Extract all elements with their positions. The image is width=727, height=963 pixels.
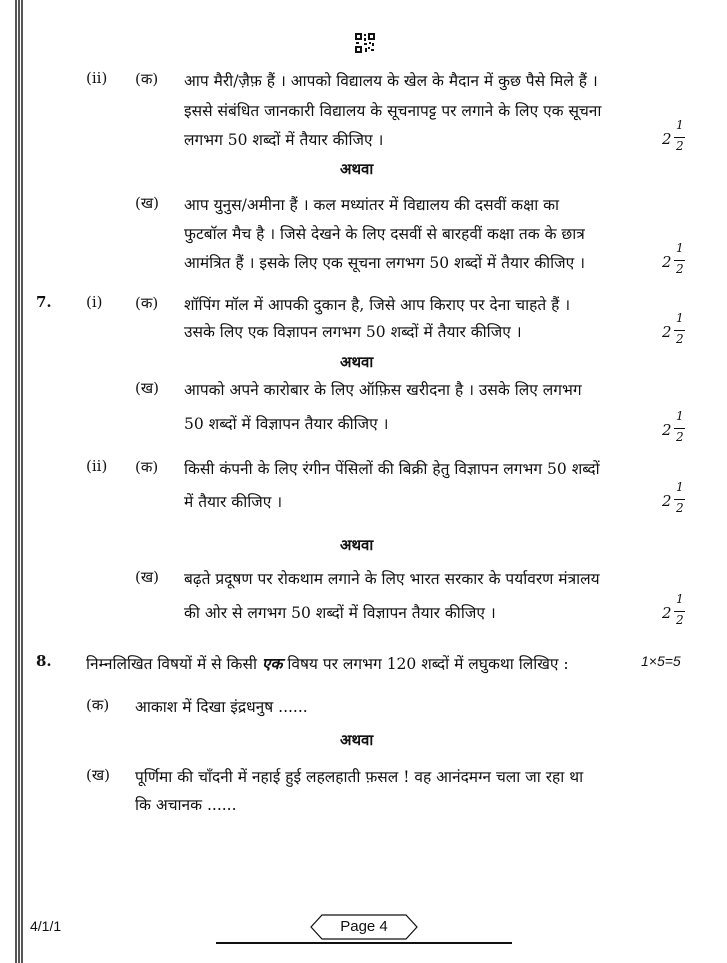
page-number: Page 4	[340, 918, 388, 935]
question-line: कि अचानक ......	[135, 796, 237, 814]
margin-rule	[15, 0, 23, 963]
question-line: बढ़ते प्रदूषण पर रोकथाम लगाने के लिए भारत सरकार के पर्यावरण मंत्रालय	[184, 570, 600, 588]
marks-value: 2 1 2	[662, 409, 684, 444]
question-line: इससे संबंधित जानकारी विद्यालय के सूचनापट्ट पर लगाने के लिए एक सूचना	[184, 102, 602, 120]
question-line: फुटबॉल मैच है । जिसे देखने के लिए दसवीं से बारहवीं कक्षा तक के छात्र	[184, 225, 585, 243]
or-separator: अथवा	[340, 353, 374, 371]
question-line: पूर्णिमा की चाँदनी में नहाई हुई लहलहाती फ़सल ! वह आनंदमग्न चला जा रहा था	[135, 768, 584, 786]
footer-rule	[216, 942, 512, 944]
question-number: 7.	[36, 293, 52, 311]
question-line: में तैयार कीजिए ।	[184, 493, 283, 511]
question-prompt: निम्नलिखित विषयों में से किसी एक विषय पर लगभग 120 शब्दों में लघुकथा लिखिए :	[86, 654, 569, 673]
sub-question-label: (i)	[86, 293, 103, 311]
option-label: (ख)	[86, 766, 110, 784]
or-separator: अथवा	[340, 536, 374, 554]
question-line: लगभग 50 शब्दों में तैयार कीजिए ।	[184, 131, 384, 149]
question-line: शॉपिंग मॉल में आपकी दुकान है, जिसे आप किराए पर देना चाहते हैं ।	[184, 296, 571, 314]
option-label: (ख)	[135, 379, 159, 397]
marks-value: 1×5=5	[641, 653, 681, 669]
option-label: (ख)	[135, 194, 159, 212]
sub-question-label: (ii)	[86, 69, 108, 87]
question-line: आकाश में दिखा इंद्रधनुष ......	[135, 698, 308, 716]
option-label: (क)	[86, 696, 110, 714]
option-label: (ख)	[135, 568, 159, 586]
qr-code-icon	[355, 33, 375, 53]
marks-value: 2 1 2	[662, 118, 684, 153]
question-line: 50 शब्दों में विज्ञापन तैयार कीजिए ।	[184, 415, 389, 433]
question-number: 8.	[36, 652, 52, 670]
page-number-badge	[310, 914, 418, 940]
or-separator: अथवा	[340, 160, 374, 178]
question-line: आपको अपने कारोबार के लिए ऑफ़िस खरीदना है । उसके लिए लगभग	[184, 381, 582, 399]
marks-value: 2 1 2	[662, 241, 684, 276]
marks-value: 2 1 2	[662, 311, 684, 346]
question-line: की ओर से लगभग 50 शब्दों में विज्ञापन तैयार कीजिए ।	[184, 604, 496, 622]
question-line: किसी कंपनी के लिए रंगीन पेंसिलों की बिक्री हेतु विज्ञापन लगभग 50 शब्दों	[184, 460, 600, 478]
or-separator: अथवा	[340, 731, 374, 749]
marks-value: 2 1 2	[662, 480, 684, 515]
sub-question-label: (ii)	[86, 457, 108, 475]
marks-value: 2 1 2	[662, 592, 684, 627]
option-label: (क)	[135, 294, 159, 312]
question-line: आप युनुस/अमीना हैं । कल मध्यांतर में विद्यालय की दसवीं कक्षा का	[184, 196, 560, 214]
option-label: (क)	[135, 70, 159, 88]
question-line: उसके लिए एक विज्ञापन लगभग 50 शब्दों में तैयार कीजिए ।	[184, 323, 522, 341]
question-line: आप मैरी/ज़ैफ़ हैं । आपको विद्यालय के खेल के मैदान में कुछ पैसे मिले हैं ।	[184, 72, 598, 90]
paper-code: 4/1/1	[30, 918, 62, 934]
option-label: (क)	[135, 458, 159, 476]
question-line: आमंत्रित हैं । इसके लिए एक सूचना लगभग 50 शब्दों में तैयार कीजिए ।	[184, 254, 586, 272]
